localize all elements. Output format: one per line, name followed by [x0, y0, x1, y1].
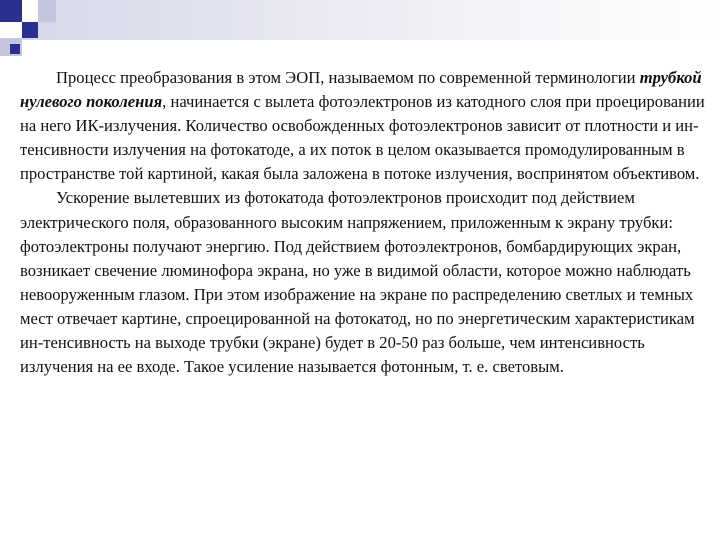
header-gradient-band: [0, 0, 720, 40]
square-decoration: [38, 0, 56, 22]
corner-squares-decoration: [0, 0, 60, 60]
term-emphasis: трубкой нулевого поколения: [20, 68, 702, 112]
paragraph-2: Ускорение вылетевших из фотокатода фотоэлектронов происходит под действием электрического поля, образованного высоким напряжением, приложенным к экрану трубки: фотоэлектроны получают энергию. Под действием фотоэлектронов, бомбардирующих экран, возникает свечение люминофора экрана, но уже в видимой области, которое можно наблюдать невооруженным глазом. При этом изображение на экране по распределению светлых и темных мест отвечает картине, спроецированной на фотокатод, но по энергетическим характеристикам ин-тенсивность на выходе трубки (экране) будет в 20-50 раз больше, чем интенсивность излучения на ее входе. Такое усиление называется фотонным, т. е. световым.: [20, 188, 695, 377]
square-decoration: [22, 22, 38, 38]
slide-body-text: [20, 66, 710, 379]
square-decoration: [0, 0, 22, 22]
square-decoration: [0, 22, 22, 38]
paragraph-1-part-2: , начинается с вылета фотоэлектронов из катодного слоя при проецировании на него ИК-излучения. Количество освобожденных фотоэлектронов зависит от плотности и ин-тенсивности излучения на фотокатоде, а их поток в целом оказывается промодулированным в пространстве той картиной, какая была заложена в потоке излучения, воспринятом объективом.: [20, 92, 705, 184]
paragraph-1: [20, 66, 710, 186]
header-divider: [0, 40, 720, 41]
square-decoration: [10, 44, 20, 54]
paragraph-1-part-1: Процесс преобразования в этом ЭОП, называемом по современной терминологии: [56, 68, 640, 87]
square-decoration: [22, 0, 38, 22]
